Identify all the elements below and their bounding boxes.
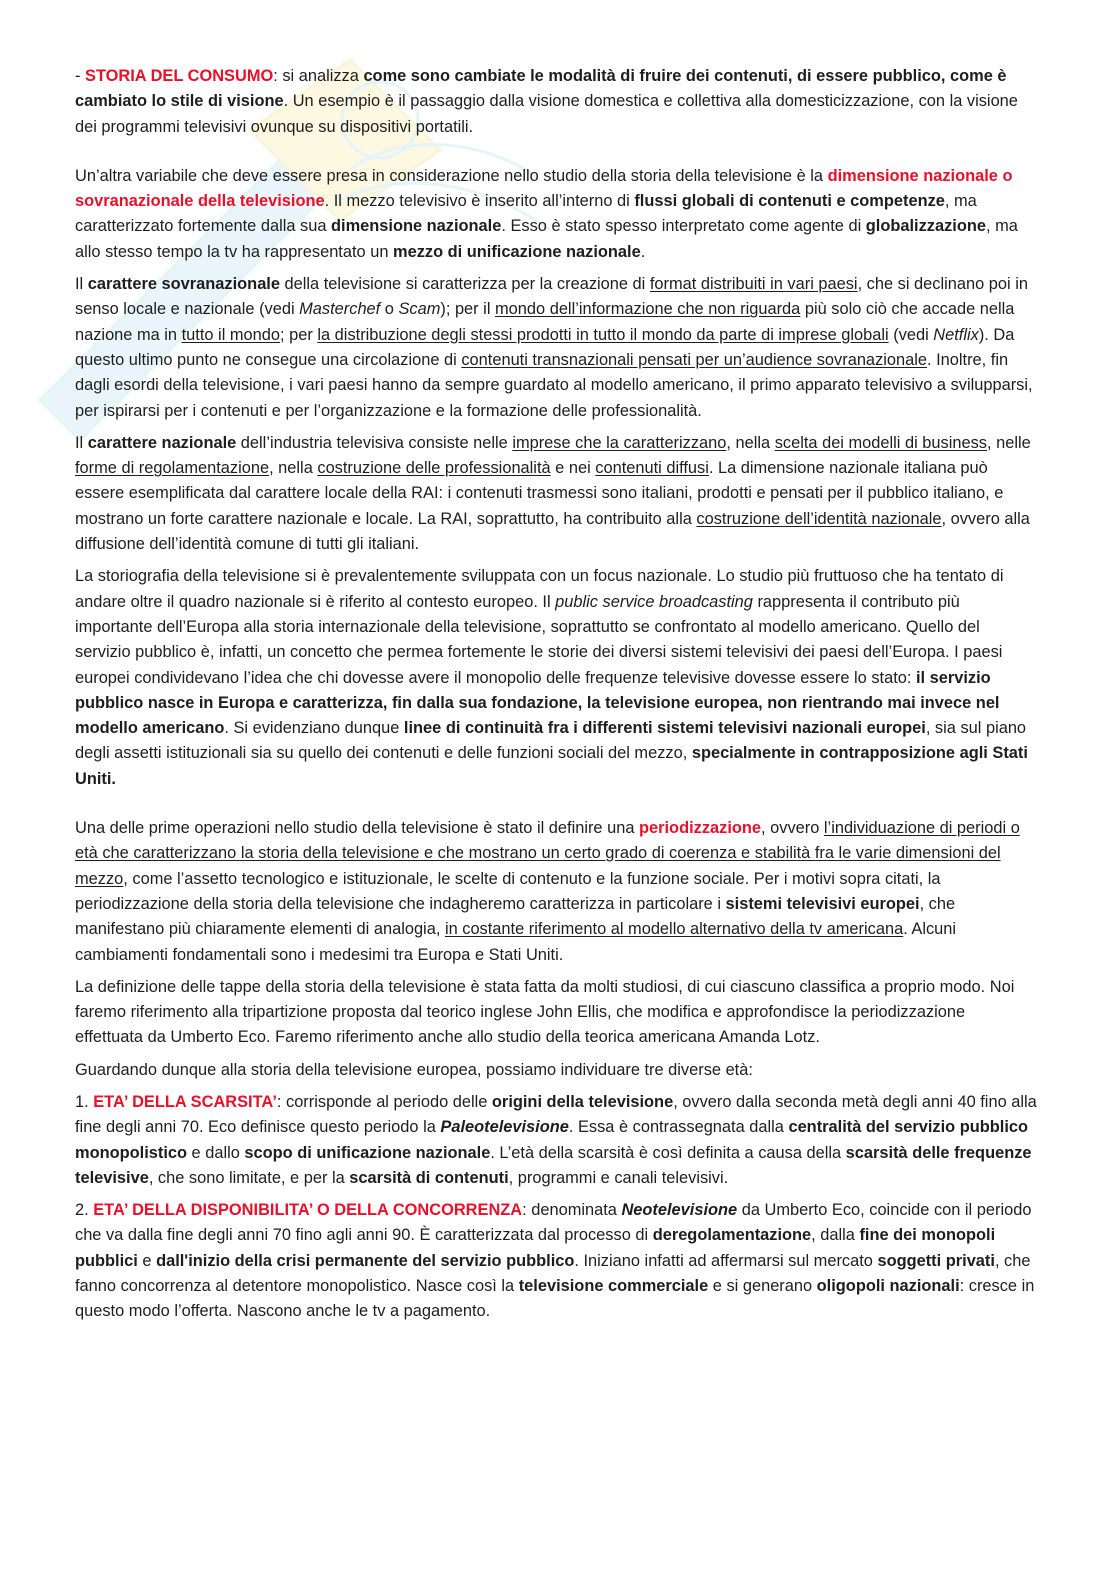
bold-italic-text: Paleotelevisione: [440, 1118, 569, 1137]
underlined-text: tutto il mondo: [181, 325, 281, 344]
text: , dalla: [811, 1226, 860, 1245]
list-number: 2.: [75, 1201, 94, 1220]
bold-text: flussi globali di contenuti e competenze: [634, 192, 945, 211]
list-item-eta-scarsita: [75, 1090, 1037, 1191]
underlined-text: l’individuazione di periodi o età che caratterizzano la storia della televisione e che mostrano un certo grado di coerenza e stabilità fra le varie dimensioni del mezzo: [75, 819, 1020, 888]
text: , ma caratterizzato fortemente dalla sua: [75, 192, 977, 236]
text: . Inoltre, fin dagli esordi della televisione, i vari paesi hanno da sempre guardato al modello americano, il primo apparato televisivo a svilupparsi, per ispirarsi per i contenuti e per l’organizzazione e la formazione delle professionalità.: [75, 350, 1033, 420]
text: (vedi: [888, 325, 934, 344]
bold-text: globalizzazione: [865, 217, 987, 236]
paragraph-tre-eta: [75, 1058, 1037, 1083]
text: Una delle prime operazioni nello studio della televisione è stato il definire una: [75, 819, 639, 838]
text: , nella: [269, 459, 318, 478]
text: . Un esempio è il passaggio dalla visione domestica e collettiva alla domesticizzazione, con la visione dei programmi televisivi ovunque su dispositivi portatili.: [75, 92, 1018, 136]
bold-text: linee di continuità fra i differenti sistemi televisivi nazionali europei: [403, 719, 926, 738]
text: , ovvero dalla seconda metà degli anni 40 fino alla fine degli anni 70. Eco definisce questo periodo la: [75, 1092, 1037, 1137]
text: . Alcuni cambiamenti fondamentali sono i medesimi tra Europa e Stati Uniti.: [75, 920, 957, 964]
text: , nella: [726, 433, 775, 452]
bold-text: sistemi televisivi europei: [725, 894, 920, 913]
highlight-text: dimensione nazionale o sovranazionale della televisione: [75, 166, 1013, 211]
paragraph-dimensione-nazionale: [75, 164, 1037, 265]
bold-text: centralità del servizio pubblico monopolistico: [75, 1118, 1028, 1162]
list-item-eta-disponibilita: [75, 1198, 1037, 1324]
bold-text: fine dei monopoli pubblici: [75, 1226, 996, 1270]
text: , programmi e canali televisivi.: [508, 1168, 729, 1187]
underlined-text: scelta dei modelli di business: [774, 433, 987, 452]
text: rappresenta il contributo più importante dell’Europa alla storia internazionale della televisione, soprattutto se confrontato al modello americano. Quello del servizio pubblico è, infatti, un concetto che permea fortemente le storie dei diversi sistemi televisivi dei paesi dell’Europa. I paesi europei condividevano l’idea che chi dovesse avere il monopolio delle frequenze televisive dovesse essere lo stato:: [75, 592, 1003, 687]
text: . Si evidenziano dunque: [224, 719, 404, 738]
bold-text: origini della televisione: [491, 1092, 674, 1111]
text: , che manifestano più chiaramente elementi di analogia,: [75, 894, 956, 939]
text: dell’industria televisiva consiste nelle: [236, 433, 513, 452]
underlined-text: contenuti diffusi: [595, 459, 709, 478]
text: , che sono limitate, e per la: [148, 1168, 350, 1187]
bold-text: scarsità di contenuti: [349, 1168, 509, 1187]
text: , come l’assetto tecnologico e istituzionale, le scelte di contenuto e la funzione sociale. Per i motivi sopra citati, la periodizzazione della storia della televisione che indagheremo caratterizza in particolare i: [75, 869, 941, 913]
section-heading: STORIA DEL CONSUMO: [85, 67, 274, 85]
underlined-text: costruzione delle professionalità: [317, 459, 551, 478]
text: Il: [75, 275, 88, 294]
text: Il: [75, 433, 88, 452]
text: della televisione si caratterizza per la creazione di: [279, 275, 650, 294]
underlined-text: mondo dell’informazione che non riguarda: [495, 300, 801, 319]
text: . Essa è contrassegnata dalla: [568, 1118, 789, 1137]
text: ; per: [280, 325, 318, 344]
paragraph-carattere-sovranazionale: [75, 272, 1037, 424]
text: , che fanno concorrenza al detentore monopolistico. Nasce così la: [75, 1251, 1031, 1296]
text: . La dimensione nazionale italiana può essere esemplificata dal carattere locale della RAI: i contenuti trasmessi sono italiani, prodotti e pensati per il pubblico italiano, e mostrano un forte carattere nazionale e locale. La RAI, soprattutto, ha contribuito alla: [75, 459, 1004, 528]
bold-text: carattere nazionale: [87, 433, 237, 452]
bold-text: dall'inizio della crisi permanente del servizio pubblico: [156, 1251, 575, 1270]
text: . Iniziano infatti ad affermarsi sul mercato: [574, 1251, 878, 1270]
text: : si analizza: [273, 67, 364, 85]
text: o: [380, 300, 399, 319]
italic-text: Netflix: [933, 325, 979, 344]
bold-text: televisione commerciale: [518, 1277, 709, 1296]
italic-text: public service broadcasting: [555, 592, 753, 611]
list-number: 1.: [75, 1092, 94, 1111]
text: e dallo: [187, 1143, 245, 1162]
paragraph-periodizzazione: [75, 816, 1037, 968]
text: . Il mezzo televisivo è inserito all’interno di: [324, 192, 635, 211]
text: .: [640, 242, 646, 261]
italic-text: Scam: [398, 300, 441, 319]
paragraph-tappe: [75, 975, 1037, 1051]
underlined-text: imprese che la caratterizzano: [512, 433, 727, 452]
highlight-text: periodizzazione: [639, 819, 762, 838]
text: . Esso è stato spesso interpretato come agente di: [501, 217, 866, 236]
paragraph-carattere-nazionale: [75, 431, 1037, 557]
text: e si generano: [708, 1277, 817, 1296]
text: e: [137, 1251, 157, 1270]
text: La storiografia della televisione si è prevalentemente sviluppata con un focus nazionale. Lo studio più fruttuoso che ha tentato di andare oltre il quadro nazionale si è riferito al contesto europeo. Il: [75, 567, 1004, 611]
bold-text: carattere sovranazionale: [87, 275, 280, 294]
text: , sia sul piano degli assetti istituzionali sia su quello dei contenuti e delle funzioni sociali del mezzo,: [75, 719, 1027, 763]
section-heading: ETA’ DELLA SCARSITA’: [93, 1092, 277, 1111]
underlined-text: format distribuiti in vari paesi: [649, 275, 858, 294]
text: più solo ciò che accade nella nazione ma in: [75, 300, 1015, 344]
text: e nei: [550, 459, 596, 478]
text: : cresce in questo modo l’offerta. Nascono anche le tv a pagamento.: [75, 1277, 1035, 1321]
underlined-text: contenuti transnazionali pensati per un’audience sovranazionale: [461, 350, 927, 369]
text: da Umberto Eco, coincide con il periodo che va dalla fine degli anni 70 fino agli anni 90. È caratterizzata dal processo di: [75, 1201, 1032, 1245]
underlined-text: forme di regolamentazione: [75, 459, 270, 478]
bold-text: oligopoli nazionali: [816, 1277, 960, 1296]
text: , che si declinano poi in senso locale e nazionale (vedi: [75, 275, 1028, 319]
bold-italic-text: Neotelevisione: [621, 1201, 738, 1220]
document-body: [75, 64, 1037, 1325]
underlined-text: la distribuzione degli stessi prodotti in tutto il mondo da parte di imprese globali: [317, 325, 889, 344]
bold-text: scopo di unificazione nazionale: [244, 1143, 491, 1162]
text: . L’età della scarsità è così definita a causa della: [490, 1143, 846, 1162]
text: : denominata: [522, 1201, 622, 1220]
section-heading: ETA’ DELLA DISPONIBILITA’ O DELLA CONCORRENZA: [93, 1201, 523, 1220]
text: Un’altra variabile che deve essere presa in considerazione nello studio della storia della televisione è la: [75, 166, 828, 185]
text: La definizione delle tappe della storia della televisione è stata fatta da molti studiosi, di cui ciascuno classifica a proprio modo. Noi faremo riferimento alla tripartizione proposta dal teorico inglese John Ellis, che modifica e approfondisce la periodizzazione effettuata da Umberto Eco. Faremo riferimento anche allo studio della teorica americana Amanda Lotz.: [75, 977, 1015, 1047]
bold-text: dimensione nazionale: [331, 217, 502, 236]
text: , nelle: [986, 433, 1031, 452]
text: ). Da questo ultimo punto ne consegue una circolazione di: [75, 325, 1015, 369]
bold-text: il servizio pubblico nasce in Europa e caratterizza, fin dalla sua fondazione, la televisione europea, non rientrando mai invece nel modello americano: [75, 668, 1000, 738]
text: , ma allo stesso tempo la tv ha rappresentato un: [75, 217, 1018, 261]
bold-text: mezzo di unificazione nazionale: [393, 242, 641, 261]
paragraph-storia-consumo: [75, 64, 1037, 140]
text: : corrisponde al periodo delle: [276, 1092, 492, 1111]
text: , ovvero: [761, 819, 824, 838]
text: ); per il: [440, 300, 496, 319]
text: -: [75, 67, 86, 85]
bold-text: soggetti privati: [877, 1251, 995, 1270]
underlined-text: costruzione dell’identità nazionale: [696, 509, 942, 528]
text: , ovvero alla diffusione dell’identità comune di tutti gli italiani.: [75, 509, 1030, 554]
bold-text: come sono cambiate le modalità di fruire dei contenuti, di essere pubblico, come è cambiato lo stile di visione: [75, 67, 1007, 111]
bold-text: specialmente in contrapposizione agli Stati Uniti.: [75, 744, 1028, 788]
italic-text: Masterchef: [299, 300, 381, 319]
bold-text: deregolamentazione: [652, 1226, 812, 1245]
paragraph-storiografia: [75, 564, 1037, 792]
bold-text: scarsità delle frequenze televisive: [75, 1143, 1032, 1187]
underlined-text: in costante riferimento al modello alternativo della tv americana: [444, 920, 904, 939]
text: Guardando dunque alla storia della televisione europea, possiamo individuare tre diverse età:: [75, 1060, 753, 1079]
